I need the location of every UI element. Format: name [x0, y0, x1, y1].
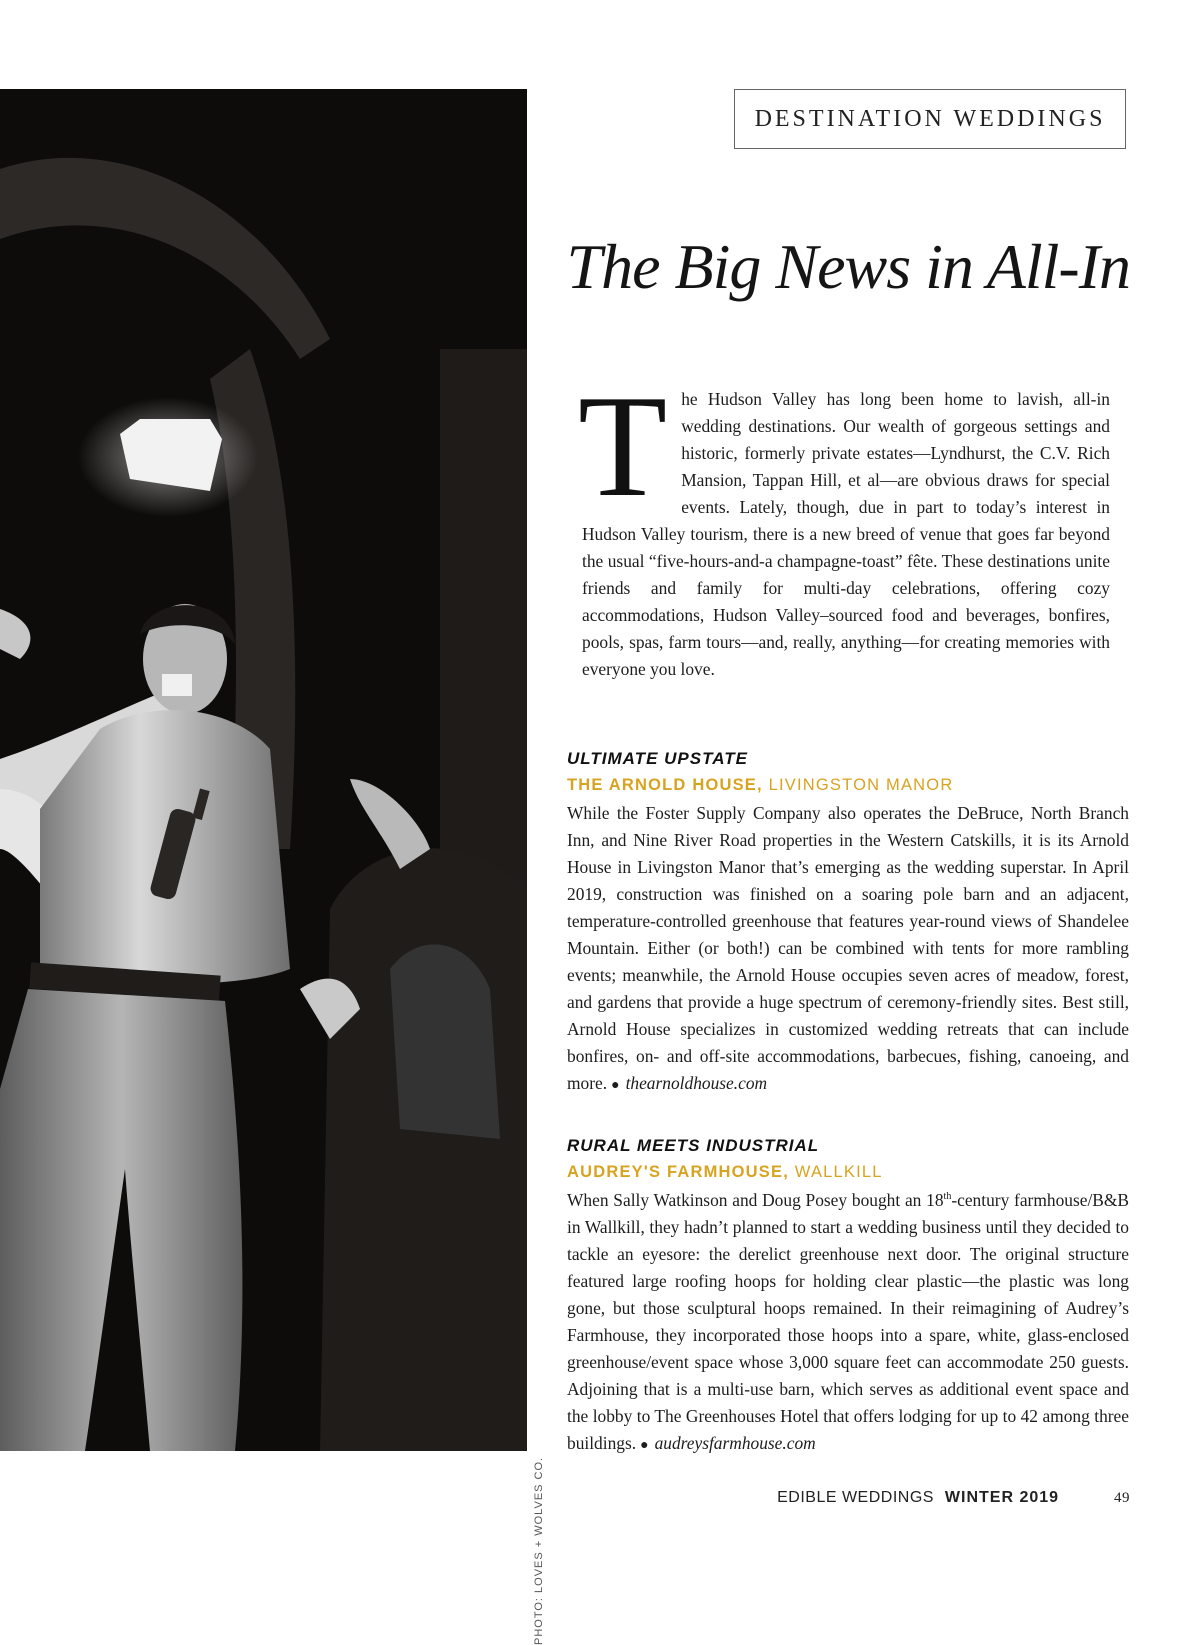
- drop-cap: T: [578, 365, 668, 527]
- headline: The Big News in All-In: [566, 231, 1130, 302]
- bullet-icon: ●: [611, 1078, 620, 1093]
- bullet-icon: ●: [640, 1438, 649, 1453]
- page-footer: [700, 1489, 1130, 1507]
- intro-text: he Hudson Valley has long been home to lavish, all-in wedding destinations. Our wealth of gorgeous settings and historic, formerly private estates—Lyndhurst, the C.V. Rich Mansion, Tappan Hill, et al—are obvious draws for special events. Lately, though, due in part to today’s interest in Hudson Valley tourism, there is a new breed of venue that goes far beyond the usual “five-hours-and-a champagne-toast” fête. These destinations unite friends and family for multi-day celebrations, offering cozy accommodations, Hudson Valley–sourced food and beverages, bonfires, pools, spas, farm tours—and, really, anything—for creating memories with everyone you love.: [582, 389, 1110, 679]
- issue-label: WINTER 2019: [944, 1489, 1060, 1506]
- venue-url[interactable]: audreysfarmhouse.com: [654, 1433, 816, 1453]
- venue-name: THE ARNOLD HOUSE,: [567, 776, 763, 794]
- venue-body-text: While the Foster Supply Company also operates the DeBruce, North Branch Inn, and Nine River Road properties in the Western Catskills, it is its Arnold House in Livingston Manor that’s emerging as the wedding superstar. In April 2019, construction was finished on a soaring pole barn and an adjacent, temperature-controlled greenhouse that features year-round views of Shandelee Mountain. Either (or both!) can be combined with tents for more rambling events; meanwhile, the Arnold House occupies seven acres of meadow, forest, and gardens that provide a huge spectrum of ceremony-friendly sites. Best still, Arnold House specializes in customized wedding retreats that can include bonfires, on- and off-site accommodations, barbecues, fishing, canoeing, and more.: [567, 803, 1129, 1093]
- intro: [578, 365, 1110, 683]
- venue-body: [567, 1187, 1129, 1459]
- section-tag: DESTINATION WEDDINGS: [734, 89, 1126, 149]
- venue-location: WALLKILL: [794, 1163, 883, 1181]
- venue-kicker: RURAL MEETS INDUSTRIAL: [567, 1136, 820, 1155]
- venue-body-pre: When Sally Watkinson and Doug Posey bought an 18: [567, 1190, 944, 1210]
- venue-kicker: ULTIMATE UPSTATE: [567, 749, 748, 768]
- venue-arnold-house: [567, 747, 1129, 1099]
- venue-heading: [567, 1160, 1129, 1184]
- venue-heading: [567, 773, 1129, 797]
- page-number: 49: [1114, 1490, 1130, 1506]
- wedding-photo: [0, 89, 527, 1451]
- intro-paragraph: [578, 365, 1110, 683]
- venue-body: [567, 800, 1129, 1099]
- ordinal-suffix: th: [943, 1191, 952, 1203]
- photo-credit: PHOTO: LOVES + WOLVES CO.: [533, 1456, 545, 1645]
- venue-body-text: -century farmhouse/B&B in Wallkill, they hadn’t planned to start a wedding business until they decided to tackle an eyesore: the derelict greenhouse next door. The original structure featured large roofing hoops for holding clear plastic—the plastic was long gone, but those sculptural hoops remained. In their reimagining of Audrey’s Farmhouse, they incorporated those hoops into a spare, white, glass-enclosed greenhouse/event space whose 3,000 square feet can accommodate 250 guests. Adjoining that is a multi-use barn, which serves as additional event space and the lobby to The Greenhouses Hotel that offers lodging for up to 42 among three buildings.: [567, 1190, 1130, 1453]
- venue-url[interactable]: thearnoldhouse.com: [625, 1073, 768, 1093]
- venue-name: AUDREY'S FARMHOUSE,: [567, 1163, 789, 1181]
- venue-audreys-farmhouse: [567, 1134, 1129, 1459]
- magazine-name: EDIBLE WEDDINGS: [777, 1489, 934, 1506]
- venue-location: LIVINGSTON MANOR: [768, 776, 954, 794]
